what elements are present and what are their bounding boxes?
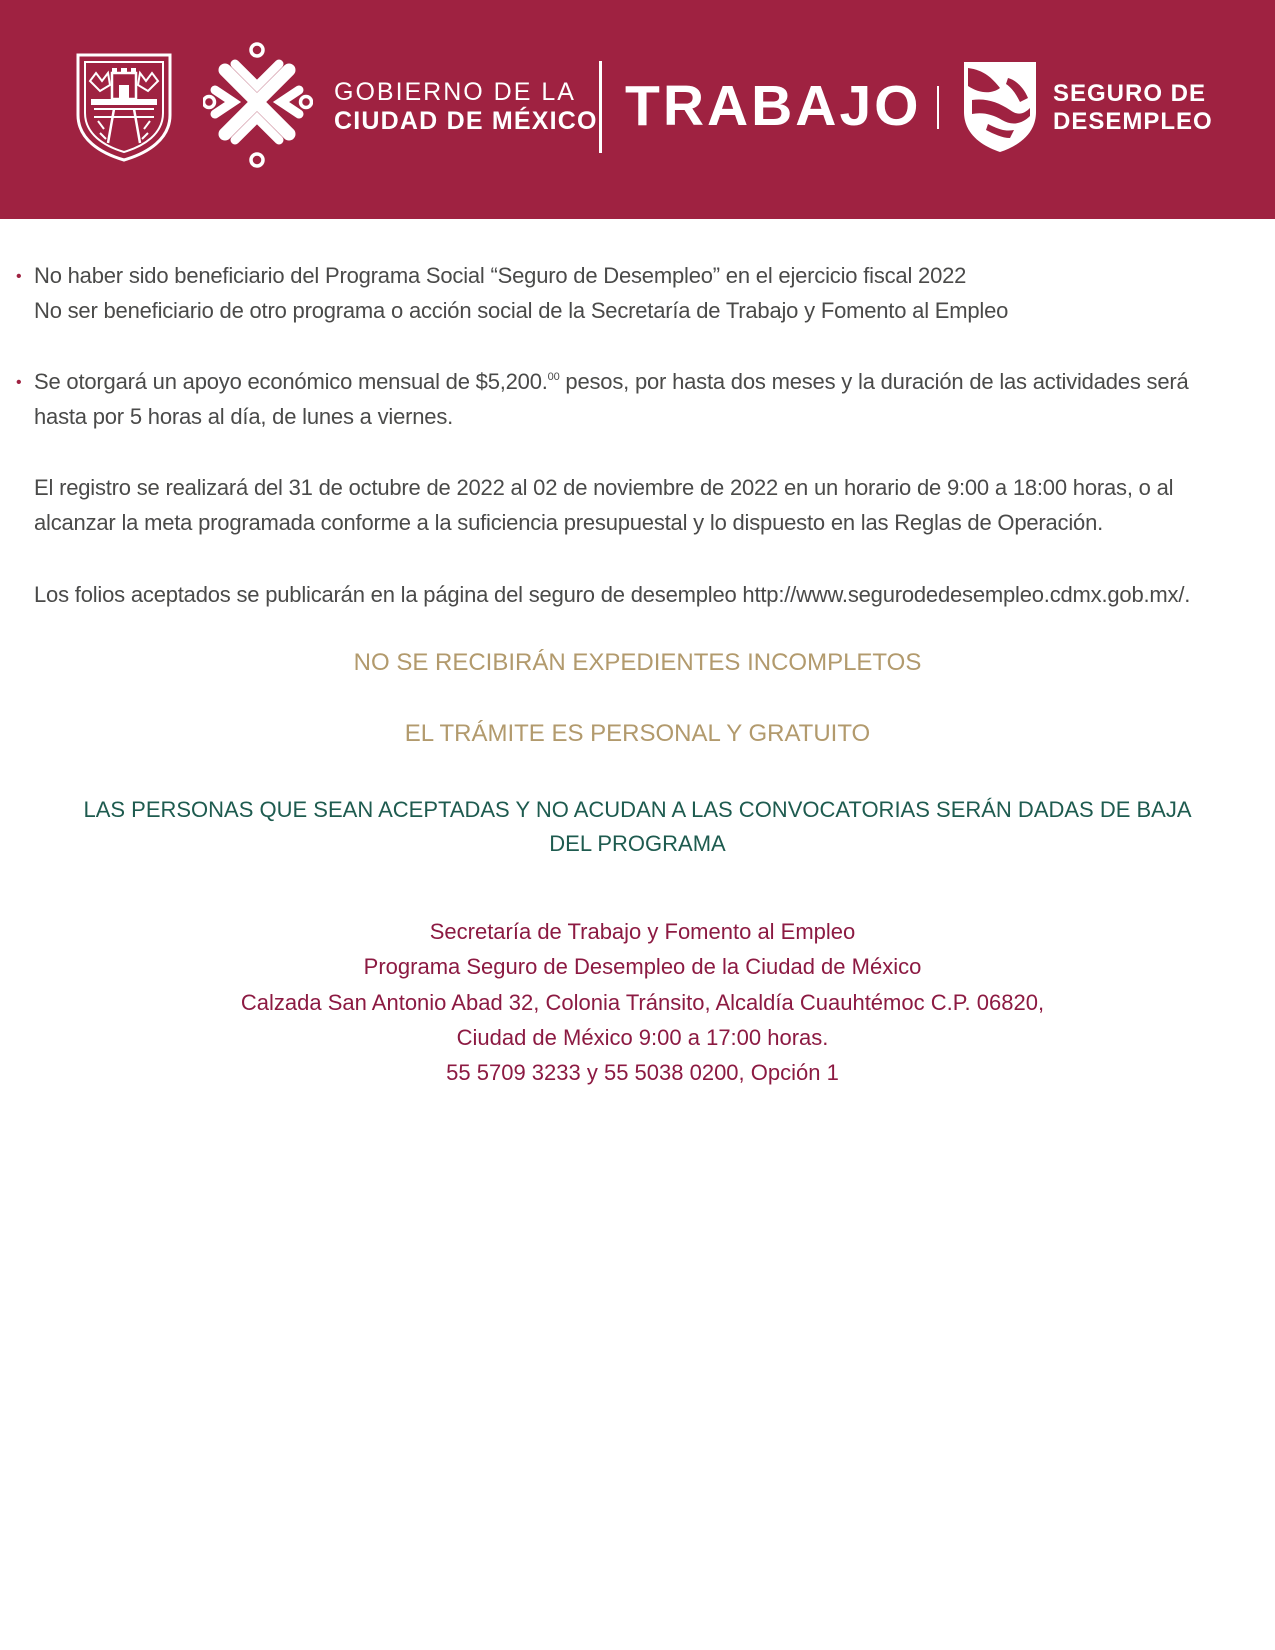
program-line-1: SEGURO DE bbox=[1053, 80, 1207, 107]
contact-line-3: Calzada San Antonio Abad 32, Colonia Tránsito, Alcaldía Cuauhtémoc C.P. 06820, bbox=[240, 989, 1045, 1015]
contact-line-2: Programa Seguro de Desempleo de la Ciudad de México bbox=[363, 954, 922, 980]
folios-paragraph: Los folios aceptados se publicarán en la página del seguro de desempleo http://www.segurodedesempleo.cdmx.gob.mx/. bbox=[34, 582, 1191, 607]
cdmx-shield-logo bbox=[74, 51, 174, 163]
header-divider bbox=[599, 61, 602, 153]
program-name bbox=[1053, 80, 1213, 136]
support-paragraph bbox=[34, 364, 1229, 434]
government-line-2: CIUDAD DE MÉXICO bbox=[334, 107, 598, 135]
program-line-2: DESEMPLEO bbox=[1053, 108, 1213, 135]
department-name: TRABAJO bbox=[625, 74, 922, 138]
incomplete-files-notice: NO SE RECIBIRÁN EXPEDIENTES INCOMPLETOS bbox=[353, 649, 922, 676]
requirement-line-1: No haber sido beneficiario del Programa Social “Seguro de Desempleo” en el ejercicio fiscal 2022 bbox=[34, 263, 967, 288]
contact-line-4: Ciudad de México 9:00 a 17:00 horas. bbox=[456, 1024, 829, 1050]
bullet-marker: • bbox=[16, 268, 22, 285]
header-divider-small bbox=[937, 86, 939, 129]
contact-line-1: Secretaría de Trabajo y Fomento al Empleo bbox=[429, 919, 856, 944]
cdmx-knot-logo bbox=[203, 42, 313, 170]
contact-block bbox=[0, 914, 1275, 1090]
header-banner bbox=[0, 0, 1275, 219]
support-text-start: Se otorgará un apoyo económico mensual de $5,200. bbox=[34, 369, 548, 394]
requirements-paragraph bbox=[34, 258, 1264, 328]
support-cents: 00 bbox=[547, 371, 560, 383]
contact-line-5: 55 5709 3233 y 55 5038 0200, Opción 1 bbox=[446, 1060, 839, 1086]
support-text-end: pesos, por hasta dos meses y la duración de las actividades será hasta por 5 horas al día, de lunes a viernes. bbox=[34, 369, 1189, 429]
handshake-shield-icon bbox=[962, 58, 1038, 154]
requirement-line-2: No ser beneficiario de otro programa o acción social de la Secretaría de Trabajo y Fomento al Empleo bbox=[34, 298, 1009, 323]
government-line-1: GOBIERNO DE LA bbox=[334, 78, 576, 106]
registration-paragraph: El registro se realizará del 31 de octubre de 2022 al 02 de noviembre de 2022 en un horario de 9:00 a 18:00 horas, o al alcanzar la meta programada conforme a la suficiencia presupuestal y lo dispuesto en las Reglas de Operación. bbox=[34, 475, 1174, 535]
dismissal-warning: LAS PERSONAS QUE SEAN ACEPTADAS Y NO ACUDAN A LAS CONVOCATORIAS SERÁN DADAS DE BAJA DEL PROGRAMA bbox=[83, 797, 1192, 856]
bullet-marker: • bbox=[16, 374, 22, 391]
government-name bbox=[334, 78, 598, 136]
free-procedure-notice: EL TRÁMITE ES PERSONAL Y GRATUITO bbox=[404, 720, 871, 747]
